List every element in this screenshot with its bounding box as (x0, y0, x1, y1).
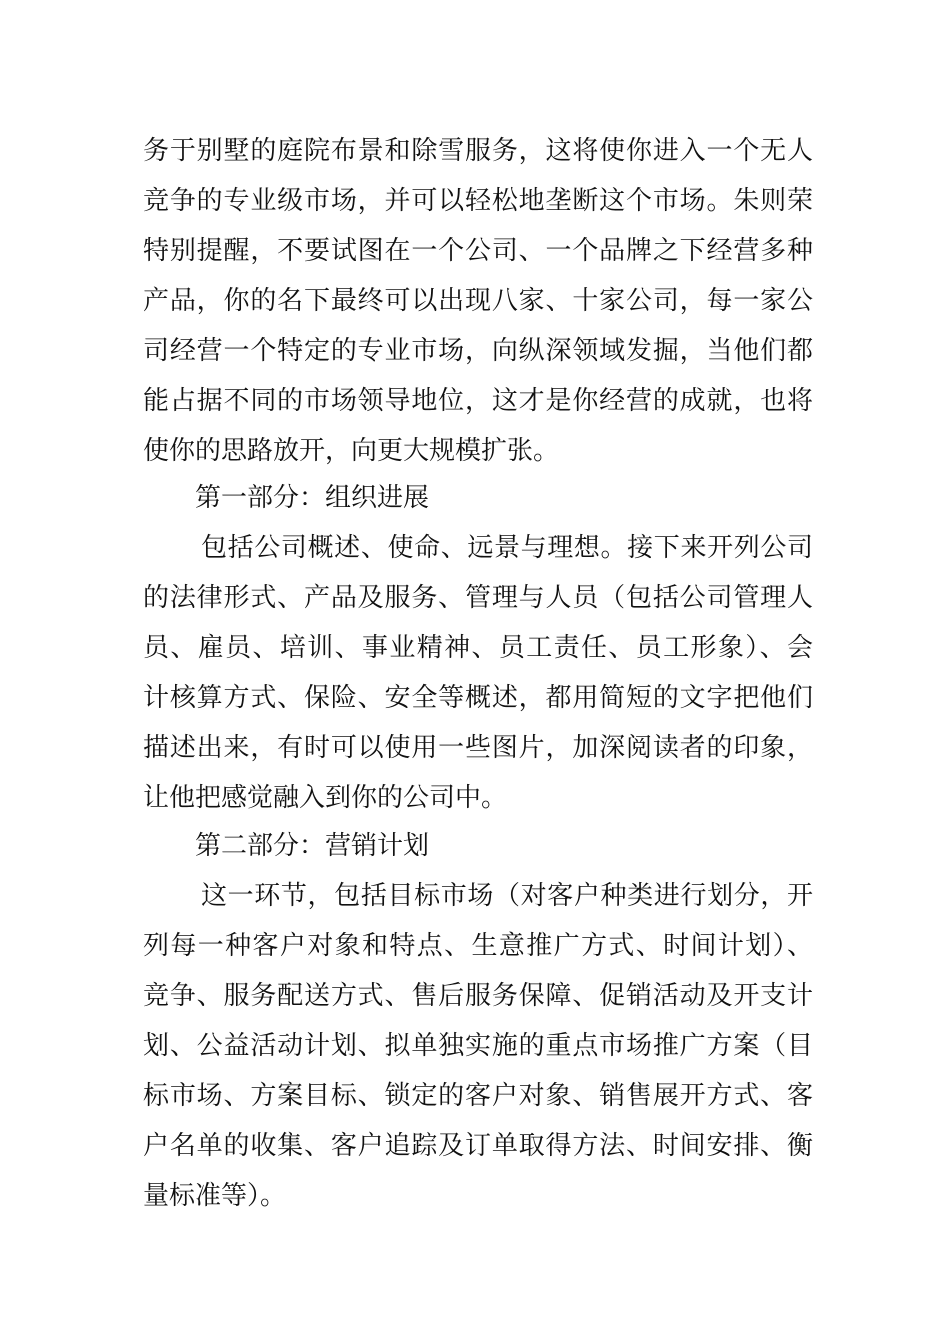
paragraph-line: 列每一种客户对象和特点、生意推广方式、时间计划）、 (143, 931, 813, 961)
paragraph-line: 司经营一个特定的专业市场，向纵深领域发掘，当他们都 (143, 336, 813, 366)
paragraph-line: 能占据不同的市场领导地位，这才是你经营的成就，也将 (143, 386, 813, 416)
paragraph-line: 标市场、方案目标、锁定的客户对象、销售展开方式、客 (143, 1081, 813, 1111)
paragraph-3 (143, 871, 813, 1221)
paragraph-line: 量标准等）。 (143, 1181, 287, 1211)
paragraph-line: 划、公益活动计划、拟单独实施的重点市场推广方案（目 (143, 1031, 813, 1061)
paragraph-line: 特别提醒，不要试图在一个公司、一个品牌之下经营多种 (143, 236, 813, 266)
paragraph-line: 包括公司概述、使命、远景与理想。接下来开列公司 (201, 533, 813, 563)
paragraph-line: 竞争、服务配送方式、售后服务保障、促销活动及开支计 (143, 981, 813, 1011)
paragraph-line: 使你的思路放开，向更大规模扩张。 (143, 436, 560, 466)
paragraph-line: 计核算方式、保险、安全等概述，都用简短的文字把他们 (143, 683, 813, 713)
section-heading-text: 第二部分：营销计划 (195, 831, 430, 861)
paragraph-line: 员、雇员、培训、事业精神、员工责任、员工形象）、会 (143, 633, 813, 663)
paragraph-line: 务于别墅的庭院布景和除雪服务，这将使你进入一个无人 (143, 136, 813, 166)
paragraph-line: 户名单的收集、客户追踪及订单取得方法、时间安排、衡 (143, 1131, 813, 1161)
paragraph-line: 的法律形式、产品及服务、管理与人员（包括公司管理人 (143, 583, 813, 613)
paragraph-line: 描述出来，有时可以使用一些图片，加深阅读者的印象， (143, 733, 813, 763)
paragraph-line: 产品，你的名下最终可以出现八家、十家公司，每一家公 (143, 286, 813, 316)
section-heading-text: 第一部分：组织进展 (195, 483, 430, 513)
paragraph-1 (143, 126, 813, 476)
section-heading-1 (143, 473, 813, 523)
paragraph-line: 让他把感觉融入到你的公司中。 (143, 783, 508, 813)
paragraph-line: 竞争的专业级市场，并可以轻松地垄断这个市场。朱则荣 (143, 186, 813, 216)
paragraph-2 (143, 523, 813, 823)
section-heading-2 (143, 821, 813, 871)
paragraph-line: 这一环节，包括目标市场（对客户种类进行划分，开 (201, 881, 813, 911)
